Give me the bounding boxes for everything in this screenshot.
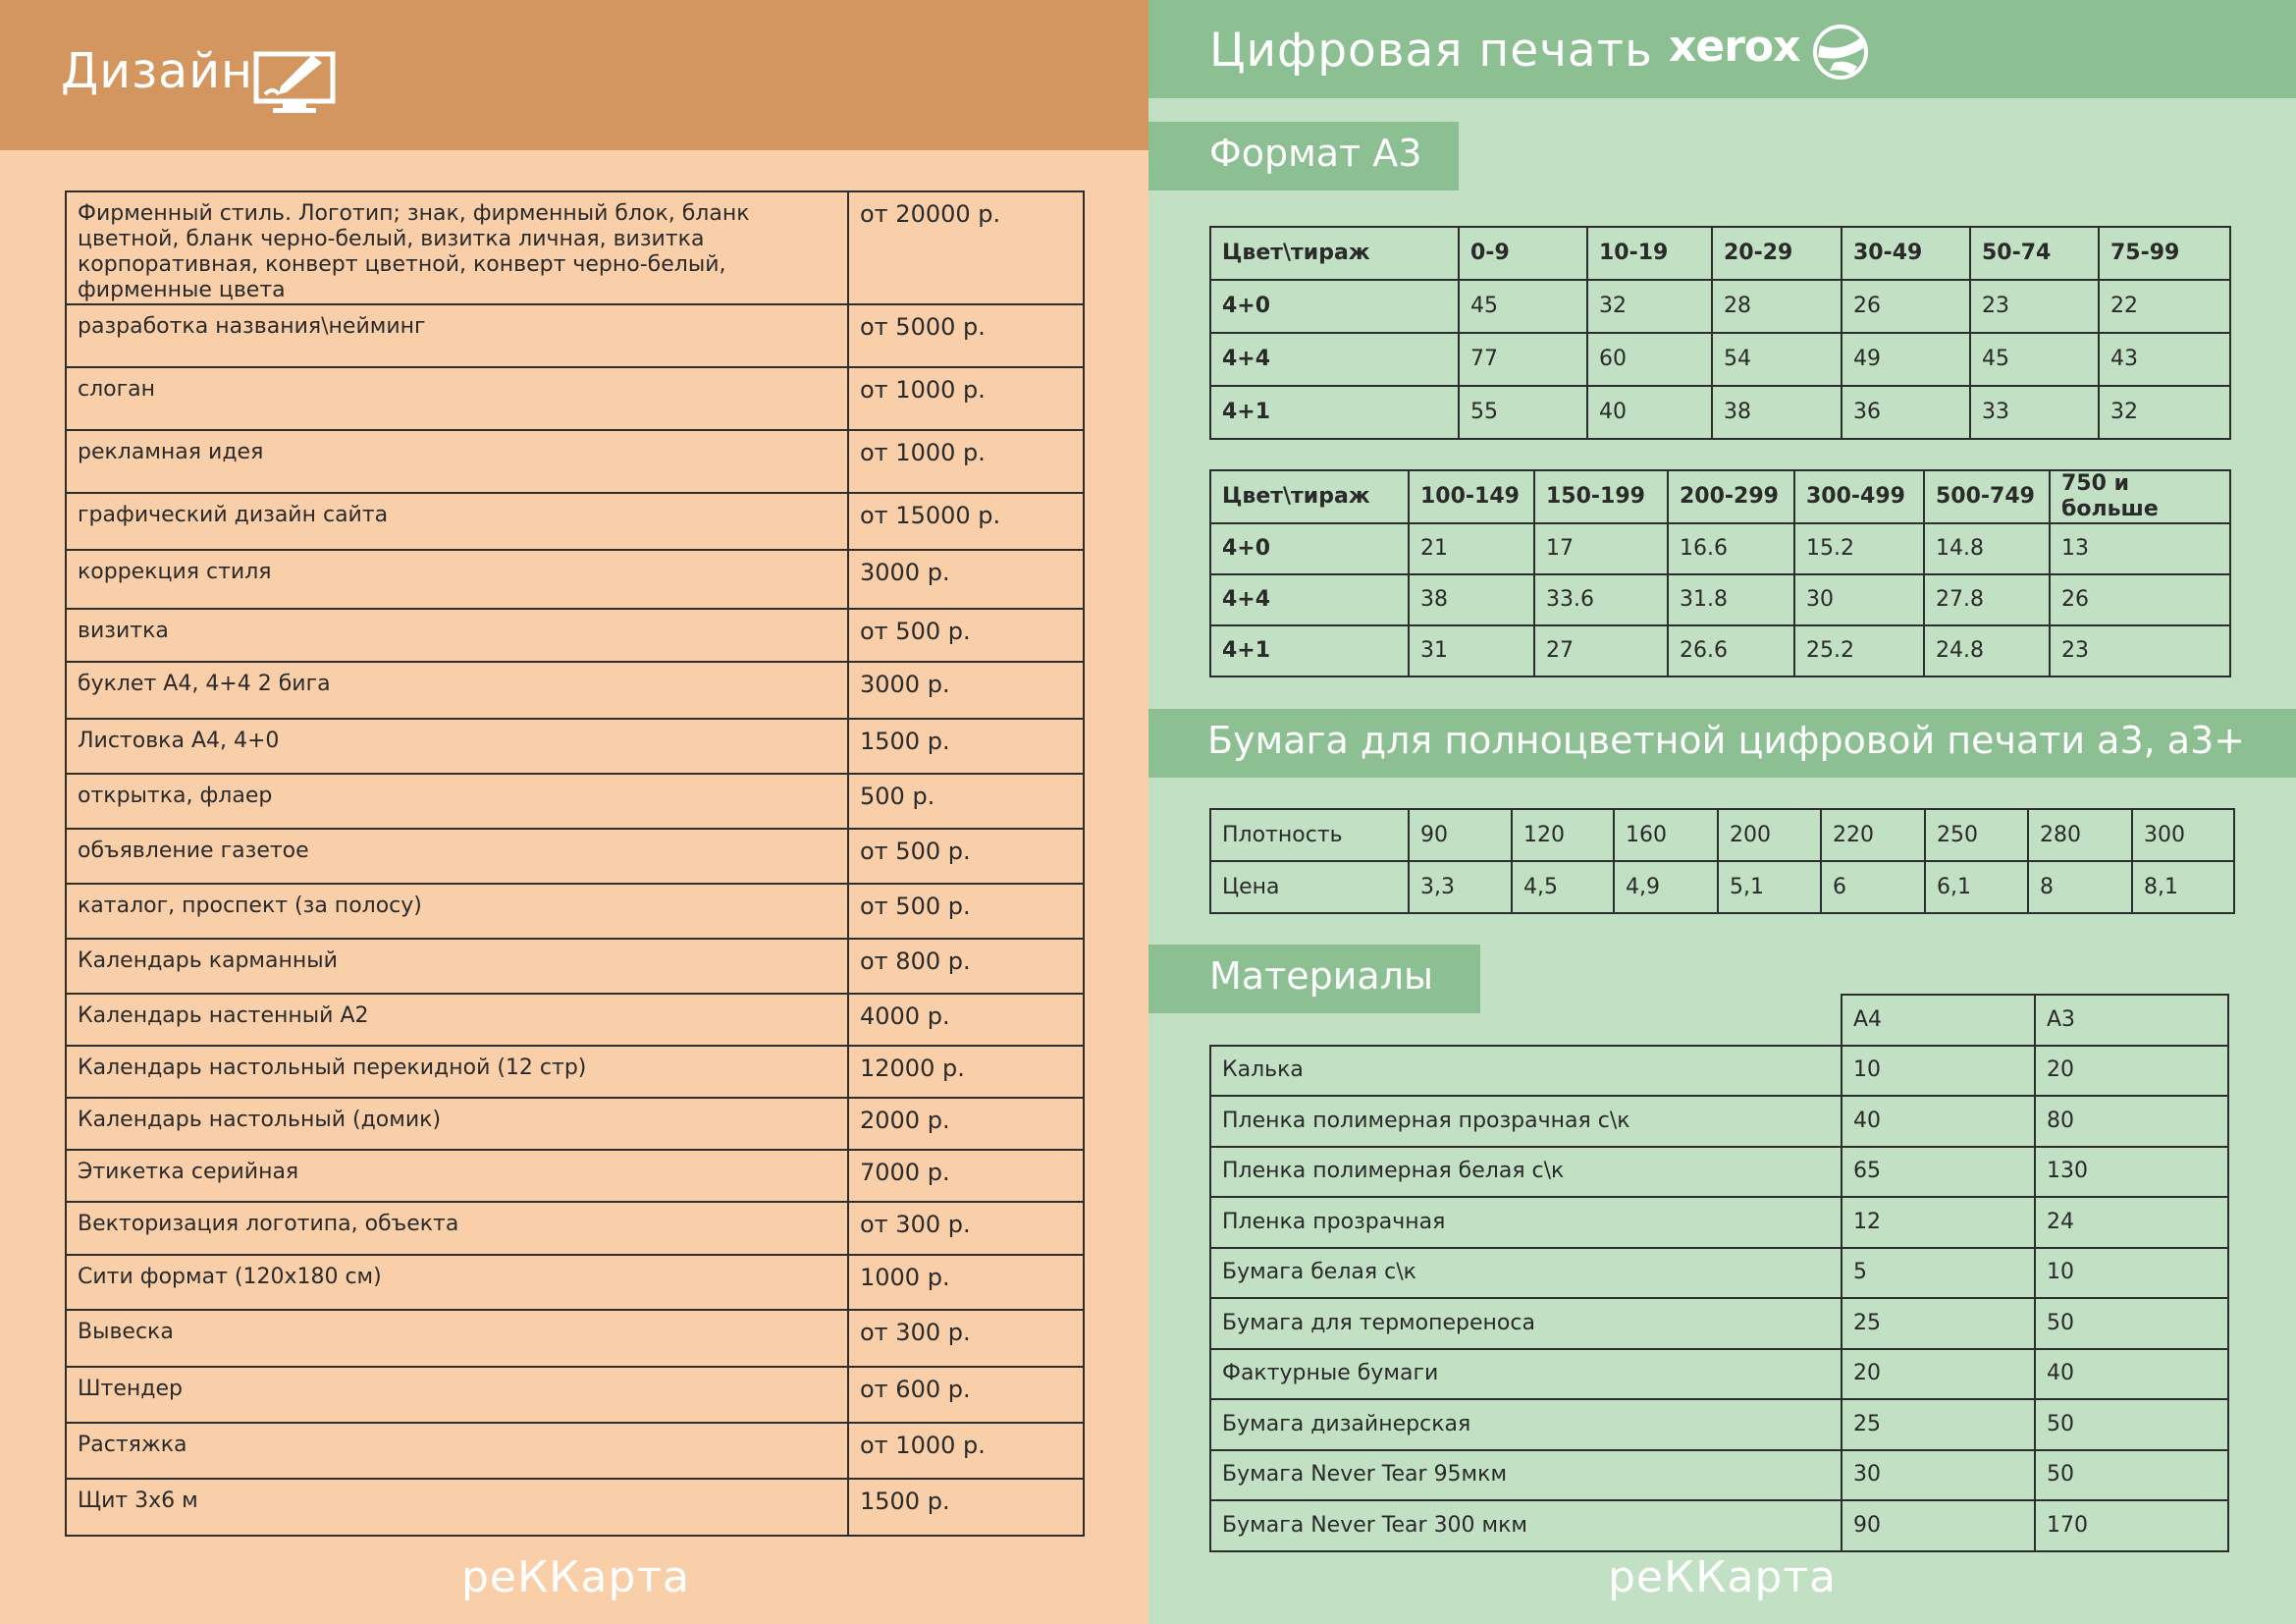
service-name: объявление газетое — [66, 829, 848, 884]
column-header: 75-99 — [2099, 227, 2230, 280]
price-cell: 30 — [1794, 574, 1924, 625]
price-cell: 17 — [1534, 523, 1668, 574]
column-header: 150-199 — [1534, 470, 1668, 523]
digital-print-header — [1148, 0, 2296, 98]
material-name: Бумага дизайнерская — [1210, 1399, 1842, 1450]
service-name: Календарь настенный А2 — [66, 994, 848, 1046]
price-cell: 60 — [1587, 333, 1712, 386]
price-cell: 49 — [1842, 333, 1970, 386]
service-price: от 500 р. — [848, 829, 1084, 884]
table-row — [66, 1255, 1084, 1310]
price-row — [1210, 861, 2234, 913]
xerox-logo-icon — [1812, 24, 1869, 81]
price-cell: 26 — [2050, 574, 2230, 625]
material-name: Бумага Never Tear 95мкм — [1210, 1450, 1842, 1501]
density-row — [1210, 809, 2234, 861]
material-price-a3: 20 — [2035, 1046, 2228, 1097]
density-value: 250 — [1925, 809, 2028, 861]
table-row — [1210, 333, 2230, 386]
material-price-a3: 10 — [2035, 1248, 2228, 1299]
service-price: от 1000 р. — [848, 367, 1084, 430]
service-price: от 5000 р. — [848, 304, 1084, 367]
table-row — [66, 774, 1084, 829]
price-cell: 38 — [1712, 386, 1842, 439]
service-price: 1000 р. — [848, 1255, 1084, 1310]
service-name: Вывеска — [66, 1310, 848, 1367]
price-value: 4,5 — [1512, 861, 1614, 913]
digital-print-title: Цифровая печать — [1209, 24, 1653, 78]
table-row — [1210, 1349, 2228, 1400]
column-header: Цвет\тираж — [1210, 227, 1459, 280]
service-name: Векторизация логотипа, объекта — [66, 1202, 848, 1255]
table-row — [66, 829, 1084, 884]
column-header: 10-19 — [1587, 227, 1712, 280]
service-price: 1500 р. — [848, 719, 1084, 774]
service-name: слоган — [66, 367, 848, 430]
material-name: Пленка прозрачная — [1210, 1197, 1842, 1248]
service-price: 2000 р. — [848, 1098, 1084, 1150]
price-cell: 26.6 — [1668, 625, 1794, 677]
service-name: разработка названия\нейминг — [66, 304, 848, 367]
service-price: от 300 р. — [848, 1310, 1084, 1367]
table-row — [66, 1423, 1084, 1479]
service-price: от 500 р. — [848, 884, 1084, 939]
service-name: Фирменный стиль. Логотип; знак, фирменный блок, бланк цветной, бланк черно-белый, визитка личная, визитка корпоративная, конверт цветной, конверт черно-белый, фирменные цвета — [66, 191, 848, 304]
price-cell: 21 — [1409, 523, 1534, 574]
service-price: 500 р. — [848, 774, 1084, 829]
service-name: Листовка А4, 4+0 — [66, 719, 848, 774]
table-row — [66, 662, 1084, 719]
format-a3-price-table-1 — [1209, 226, 2231, 440]
density-label: Плотность — [1210, 809, 1409, 861]
table-row — [66, 609, 1084, 662]
column-header-a4: А4 — [1842, 995, 2035, 1046]
material-price-a3: 50 — [2035, 1298, 2228, 1349]
price-cell: 27.8 — [1924, 574, 2050, 625]
price-cell: 28 — [1712, 280, 1842, 333]
service-name: буклет А4, 4+4 2 бига — [66, 662, 848, 719]
table-row — [1210, 1096, 2228, 1147]
price-cell: 16.6 — [1668, 523, 1794, 574]
table-row — [66, 493, 1084, 550]
price-cell: 23 — [2050, 625, 2230, 677]
column-header: 200-299 — [1668, 470, 1794, 523]
material-name: Калька — [1210, 1046, 1842, 1097]
service-name: Календарь настольный (домик) — [66, 1098, 848, 1150]
service-price: 3000 р. — [848, 550, 1084, 609]
material-price-a3: 80 — [2035, 1096, 2228, 1147]
service-price: 1500 р. — [848, 1479, 1084, 1536]
table-row — [66, 430, 1084, 493]
price-cell: 54 — [1712, 333, 1842, 386]
price-cell: 32 — [2099, 386, 2230, 439]
format-a3-label: Формат А3 — [1148, 122, 1459, 190]
service-name: коррекция стиля — [66, 550, 848, 609]
color-mode: 4+1 — [1210, 386, 1459, 439]
density-value: 90 — [1409, 809, 1512, 861]
price-value: 3,3 — [1409, 861, 1512, 913]
material-name: Пленка полимерная белая с\к — [1210, 1147, 1842, 1198]
table-row — [1210, 386, 2230, 439]
price-value: 8,1 — [2132, 861, 2234, 913]
price-cell: 45 — [1459, 280, 1587, 333]
xerox-brand: xerox — [1669, 22, 1800, 72]
empty-header-cell — [1210, 995, 1842, 1046]
table-row — [66, 1367, 1084, 1423]
table-row — [1210, 1046, 2228, 1097]
table-row — [66, 367, 1084, 430]
density-value: 300 — [2132, 809, 2234, 861]
table-row — [66, 191, 1084, 304]
material-name: Пленка полимерная прозрачная с\к — [1210, 1096, 1842, 1147]
service-name: Этикетка серийная — [66, 1150, 848, 1202]
density-value: 120 — [1512, 809, 1614, 861]
column-header: 100-149 — [1409, 470, 1534, 523]
table-row — [66, 550, 1084, 609]
format-a3-price-table-2 — [1209, 469, 2231, 677]
service-name: Календарь карманный — [66, 939, 848, 994]
density-value: 280 — [2028, 809, 2132, 861]
column-header: 500-749 — [1924, 470, 2050, 523]
table-row — [66, 719, 1084, 774]
price-cell: 43 — [2099, 333, 2230, 386]
service-name: Растяжка — [66, 1423, 848, 1479]
table-header-row — [1210, 227, 2230, 280]
material-price-a3: 50 — [2035, 1450, 2228, 1501]
materials-label: Материалы — [1148, 945, 1480, 1013]
service-price: от 1000 р. — [848, 1423, 1084, 1479]
density-value: 200 — [1718, 809, 1821, 861]
paper-price-table — [1209, 808, 2235, 914]
material-name: Бумага для термопереноса — [1210, 1298, 1842, 1349]
service-price: от 20000 р. — [848, 191, 1084, 304]
material-price-a4: 65 — [1842, 1147, 2035, 1198]
table-header-row — [1210, 995, 2228, 1046]
materials-price-table — [1209, 994, 2229, 1552]
column-header: 750 и больше — [2050, 470, 2230, 523]
price-cell: 31 — [1409, 625, 1534, 677]
price-cell: 14.8 — [1924, 523, 2050, 574]
table-row — [1210, 280, 2230, 333]
color-mode: 4+1 — [1210, 625, 1409, 677]
price-label: Цена — [1210, 861, 1409, 913]
service-name: визитка — [66, 609, 848, 662]
price-cell: 26 — [1842, 280, 1970, 333]
paper-section-label: Бумага для полноцветной цифровой печати а3, а3+ — [1148, 709, 2296, 778]
table-row — [66, 1150, 1084, 1202]
material-name: Фактурные бумаги — [1210, 1349, 1842, 1400]
table-row — [66, 1098, 1084, 1150]
material-price-a3: 170 — [2035, 1500, 2228, 1551]
price-cell: 55 — [1459, 386, 1587, 439]
design-header — [0, 0, 1148, 150]
service-price: от 300 р. — [848, 1202, 1084, 1255]
price-cell: 38 — [1409, 574, 1534, 625]
table-row — [1210, 1147, 2228, 1198]
table-row — [66, 304, 1084, 367]
design-monitor-pen-icon — [253, 51, 336, 116]
column-header: 50-74 — [1970, 227, 2099, 280]
material-name: Бумага Never Tear 300 мкм — [1210, 1500, 1842, 1551]
price-cell: 31.8 — [1668, 574, 1794, 625]
price-cell: 36 — [1842, 386, 1970, 439]
material-price-a4: 5 — [1842, 1248, 2035, 1299]
price-value: 5,1 — [1718, 861, 1821, 913]
color-mode: 4+0 — [1210, 280, 1459, 333]
material-price-a3: 24 — [2035, 1197, 2228, 1248]
color-mode: 4+4 — [1210, 333, 1459, 386]
material-price-a3: 40 — [2035, 1349, 2228, 1400]
table-row — [66, 1202, 1084, 1255]
table-row — [66, 884, 1084, 939]
service-price: от 15000 р. — [848, 493, 1084, 550]
service-price: 3000 р. — [848, 662, 1084, 719]
column-header: 0-9 — [1459, 227, 1587, 280]
material-price-a4: 10 — [1842, 1046, 2035, 1097]
service-name: Календарь настольный перекидной (12 стр) — [66, 1046, 848, 1098]
price-cell: 45 — [1970, 333, 2099, 386]
price-value: 6 — [1821, 861, 1925, 913]
digital-print-page — [1148, 0, 2296, 1624]
footer-brand: реККарта — [461, 1552, 690, 1602]
table-row — [66, 939, 1084, 994]
table-row — [1210, 625, 2230, 677]
service-price: 7000 р. — [848, 1150, 1084, 1202]
price-cell: 32 — [1587, 280, 1712, 333]
price-value: 6,1 — [1925, 861, 2028, 913]
material-price-a4: 12 — [1842, 1197, 2035, 1248]
service-name: Сити формат (120х180 см) — [66, 1255, 848, 1310]
color-mode: 4+4 — [1210, 574, 1409, 625]
color-mode: 4+0 — [1210, 523, 1409, 574]
material-price-a4: 90 — [1842, 1500, 2035, 1551]
price-value: 8 — [2028, 861, 2132, 913]
material-price-a4: 30 — [1842, 1450, 2035, 1501]
density-value: 160 — [1614, 809, 1718, 861]
table-row — [66, 994, 1084, 1046]
table-row — [1210, 1197, 2228, 1248]
density-value: 220 — [1821, 809, 1925, 861]
material-price-a4: 40 — [1842, 1096, 2035, 1147]
service-name: Щит 3х6 м — [66, 1479, 848, 1536]
service-price: от 600 р. — [848, 1367, 1084, 1423]
column-header: Цвет\тираж — [1210, 470, 1409, 523]
price-cell: 33 — [1970, 386, 2099, 439]
service-name: графический дизайн сайта — [66, 493, 848, 550]
table-row — [1210, 574, 2230, 625]
table-row — [1210, 1399, 2228, 1450]
price-cell: 15.2 — [1794, 523, 1924, 574]
column-header-a3: А3 — [2035, 995, 2228, 1046]
column-header: 20-29 — [1712, 227, 1842, 280]
material-name: Бумага белая с\к — [1210, 1248, 1842, 1299]
price-cell: 25.2 — [1794, 625, 1924, 677]
price-cell: 40 — [1587, 386, 1712, 439]
service-price: от 1000 р. — [848, 430, 1084, 493]
price-cell: 24.8 — [1924, 625, 2050, 677]
service-name: каталог, проспект (за полосу) — [66, 884, 848, 939]
service-price: от 500 р. — [848, 609, 1084, 662]
table-row — [1210, 1298, 2228, 1349]
service-price: 12000 р. — [848, 1046, 1084, 1098]
price-cell: 23 — [1970, 280, 2099, 333]
material-price-a3: 130 — [2035, 1147, 2228, 1198]
table-row — [66, 1310, 1084, 1367]
column-header: 30-49 — [1842, 227, 1970, 280]
material-price-a4: 25 — [1842, 1298, 2035, 1349]
table-row — [1210, 1500, 2228, 1551]
table-row — [1210, 1450, 2228, 1501]
price-cell: 22 — [2099, 280, 2230, 333]
price-cell: 33.6 — [1534, 574, 1668, 625]
design-title: Дизайн — [61, 43, 254, 99]
column-header: 300-499 — [1794, 470, 1924, 523]
service-name: Штендер — [66, 1367, 848, 1423]
footer-brand: реККарта — [1608, 1552, 1837, 1602]
price-cell: 27 — [1534, 625, 1668, 677]
design-price-table — [65, 190, 1085, 1537]
material-price-a4: 25 — [1842, 1399, 2035, 1450]
service-name: рекламная идея — [66, 430, 848, 493]
service-price: от 800 р. — [848, 939, 1084, 994]
service-name: открытка, флаер — [66, 774, 848, 829]
table-row — [1210, 523, 2230, 574]
price-cell: 13 — [2050, 523, 2230, 574]
material-price-a4: 20 — [1842, 1349, 2035, 1400]
table-row — [1210, 1248, 2228, 1299]
table-header-row — [1210, 470, 2230, 523]
service-price: 4000 р. — [848, 994, 1084, 1046]
price-value: 4,9 — [1614, 861, 1718, 913]
table-row — [66, 1046, 1084, 1098]
price-cell: 77 — [1459, 333, 1587, 386]
material-price-a3: 50 — [2035, 1399, 2228, 1450]
table-row — [66, 1479, 1084, 1536]
